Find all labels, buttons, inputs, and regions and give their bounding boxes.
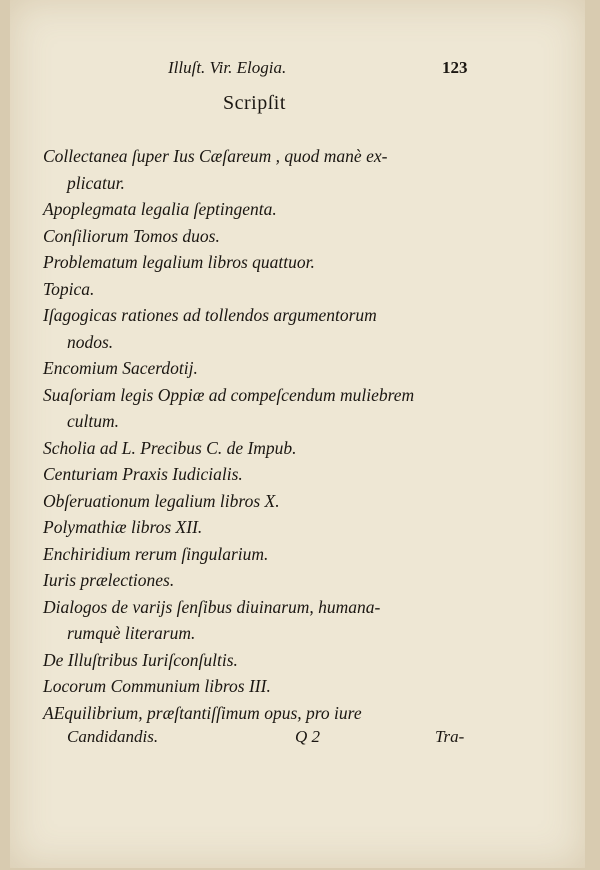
list-item: [43, 567, 473, 594]
catchword: Tra-: [435, 727, 465, 746]
entry-line: De Illuſtribus Iuriſconſultis.: [43, 649, 238, 670]
entry-continuation: rumquè literarum.: [67, 623, 196, 643]
section-title: Scripſit: [223, 92, 286, 114]
entry-line: Enchiridium rerum ſingularium.: [43, 543, 269, 564]
list-item: [43, 435, 473, 462]
entry-line: Topica.: [43, 278, 95, 299]
list-item: [43, 382, 473, 435]
entry-line: Polymathiæ libros XII.: [43, 517, 203, 537]
entry-continuation: Candidandis.: [67, 727, 159, 746]
list-item: [43, 594, 473, 647]
list-item: [43, 302, 473, 355]
entry-line: Obſeruationum legalium libros X.: [43, 490, 280, 511]
entry-continuation: cultum.: [67, 411, 120, 431]
entry-line: Conſiliorum Tomos duos.: [43, 225, 220, 246]
entry-line: Collectanea ſuper Ius Cæſareum , quod manè ex-: [43, 146, 388, 166]
entry-line: Scholia ad L. Precibus C. de Impub.: [43, 437, 297, 458]
book-page: [10, 0, 585, 868]
list-item: [43, 541, 473, 568]
list-item: [43, 143, 473, 196]
list-item: [43, 249, 473, 276]
list-item: [43, 196, 473, 223]
list-item: [43, 647, 473, 674]
list-item: [43, 223, 473, 250]
entry-continuation: nodos.: [67, 331, 114, 352]
entry-line: AEquilibrium, præſtantiſſimum opus, pro iure: [43, 702, 362, 723]
entry-continuation: plicatur.: [67, 172, 125, 193]
entry-line: Apoplegmata legalia ſeptingenta.: [43, 199, 277, 219]
running-head: Illuſt. Vir. Elogia.: [168, 58, 287, 77]
list-item: [43, 514, 473, 541]
entry-line: Locorum Communium libros III.: [43, 676, 271, 696]
list-item: [43, 700, 473, 727]
entry-line: Iſagogicas rationes ad tollendos argumentorum: [43, 305, 377, 325]
list-item: [43, 488, 473, 515]
entry-line: Encomium Sacerdotij.: [43, 358, 198, 378]
list-item: [43, 461, 473, 488]
entry-line: Suaſoriam legis Oppiæ ad compeſcendum muliebrem: [43, 384, 415, 405]
list-item: [43, 355, 473, 382]
list-item: [43, 673, 473, 700]
list-item: [43, 276, 473, 303]
signature-mark: Q 2: [295, 727, 321, 746]
works-list: [43, 143, 473, 726]
entry-line: Problematum legalium libros quattuor.: [43, 252, 315, 272]
entry-line: Iuris prælectiones.: [43, 570, 175, 590]
entry-line: Centuriam Praxis Iudicialis.: [43, 464, 243, 484]
page-number: 123: [442, 58, 468, 77]
entry-line: Dialogos de varijs ſenſibus diuinarum, humana-: [43, 596, 381, 617]
